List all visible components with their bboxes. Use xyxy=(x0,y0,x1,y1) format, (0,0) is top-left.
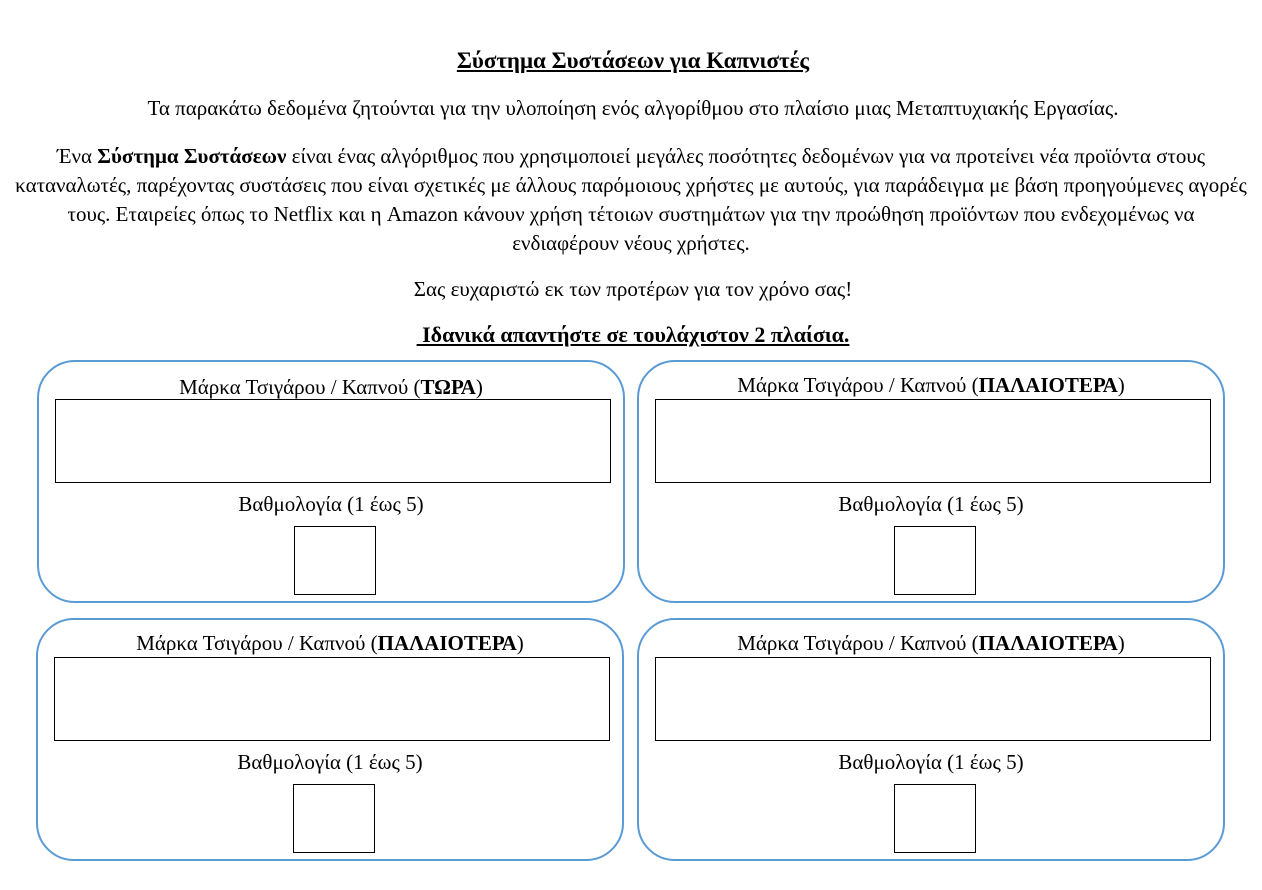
brand-panel-heading xyxy=(639,372,1223,398)
brand-heading-prefix: Μάρκα Τσιγάρου / Καπνού ( xyxy=(737,373,979,397)
brand-heading-prefix: Μάρκα Τσιγάρου / Καπνού ( xyxy=(179,375,421,399)
rating-label: Βαθμολογία (1 έως 5) xyxy=(838,492,1024,516)
brand-panel-heading xyxy=(39,374,623,400)
brand-heading-prefix: Μάρκα Τσιγάρου / Καπνού ( xyxy=(136,631,378,655)
rating-label: Βαθμολογία (1 έως 5) xyxy=(237,750,423,774)
intro-paragraph: Τα παρακάτω δεδομένα ζητούνται για την υλοποίηση ενός αλγορίθμου στο πλαίσιο μιας Μεταπτυχιακής Εργασίας. xyxy=(147,96,1119,120)
brand-panel-heading xyxy=(38,630,622,656)
brand-input-box[interactable] xyxy=(655,657,1211,741)
brand-heading-suffix: ) xyxy=(475,375,483,399)
rating-input-box[interactable] xyxy=(894,784,976,853)
rating-label: Βαθμολογία (1 έως 5) xyxy=(238,492,424,516)
description-paragraph xyxy=(12,142,1250,258)
instruction-heading: Ιδανικά απαντήστε σε τουλάχιστον 2 πλαίσια. xyxy=(416,322,850,347)
brand-heading-period: ΠΑΛΑΙΟΤΕΡΑ xyxy=(978,373,1118,397)
brand-input-box[interactable] xyxy=(54,657,610,741)
brand-heading-period: ΤΩΡΑ xyxy=(420,375,476,399)
page-title: Σύστημα Συστάσεων για Καπνιστές xyxy=(456,48,810,73)
brand-input-box[interactable] xyxy=(655,399,1211,483)
description-rest: είναι ένας αλγόριθμος που χρησιμοποιεί μεγάλες ποσότητες δεδομένων για να προτείνει νέα προϊόντα στους καταναλωτές, παρέχοντας συστάσεις που είναι σχετικές με άλλους παρόμοιους χρήστες με αυτούς, για παράδειγμα με βάση προηγούμενες αγορές τους. Εταιρείες όπως το Netflix και η Amazon κάνουν χρήση τέτοιων συστημάτων για την προώθηση προϊόντων που ενδεχομένως να ενδιαφέρουν νέους χρήστες. xyxy=(15,144,1247,255)
rating-label: Βαθμολογία (1 έως 5) xyxy=(838,750,1024,774)
brand-heading-suffix: ) xyxy=(516,631,524,655)
brand-panel-previous-1 xyxy=(637,360,1225,603)
description-bold-term: Σύστημα Συστάσεων xyxy=(97,144,287,168)
brand-panel-previous-3 xyxy=(637,618,1225,861)
brand-panel-now xyxy=(37,360,625,603)
brand-panel-heading xyxy=(639,630,1223,656)
thanks-paragraph: Σας ευχαριστώ εκ των προτέρων για τον χρόνο σας! xyxy=(413,277,853,301)
brand-heading-period: ΠΑΛΑΙΟΤΕΡΑ xyxy=(978,631,1118,655)
rating-input-box[interactable] xyxy=(894,526,976,595)
brand-heading-prefix: Μάρκα Τσιγάρου / Καπνού ( xyxy=(737,631,979,655)
rating-input-box[interactable] xyxy=(293,784,375,853)
description-lead: Ένα xyxy=(56,144,98,168)
brand-heading-period: ΠΑΛΑΙΟΤΕΡΑ xyxy=(377,631,517,655)
rating-input-box[interactable] xyxy=(294,526,376,595)
brand-heading-suffix: ) xyxy=(1117,373,1125,397)
brand-heading-suffix: ) xyxy=(1117,631,1125,655)
brand-input-box[interactable] xyxy=(55,399,611,483)
brand-panel-previous-2 xyxy=(36,618,624,861)
